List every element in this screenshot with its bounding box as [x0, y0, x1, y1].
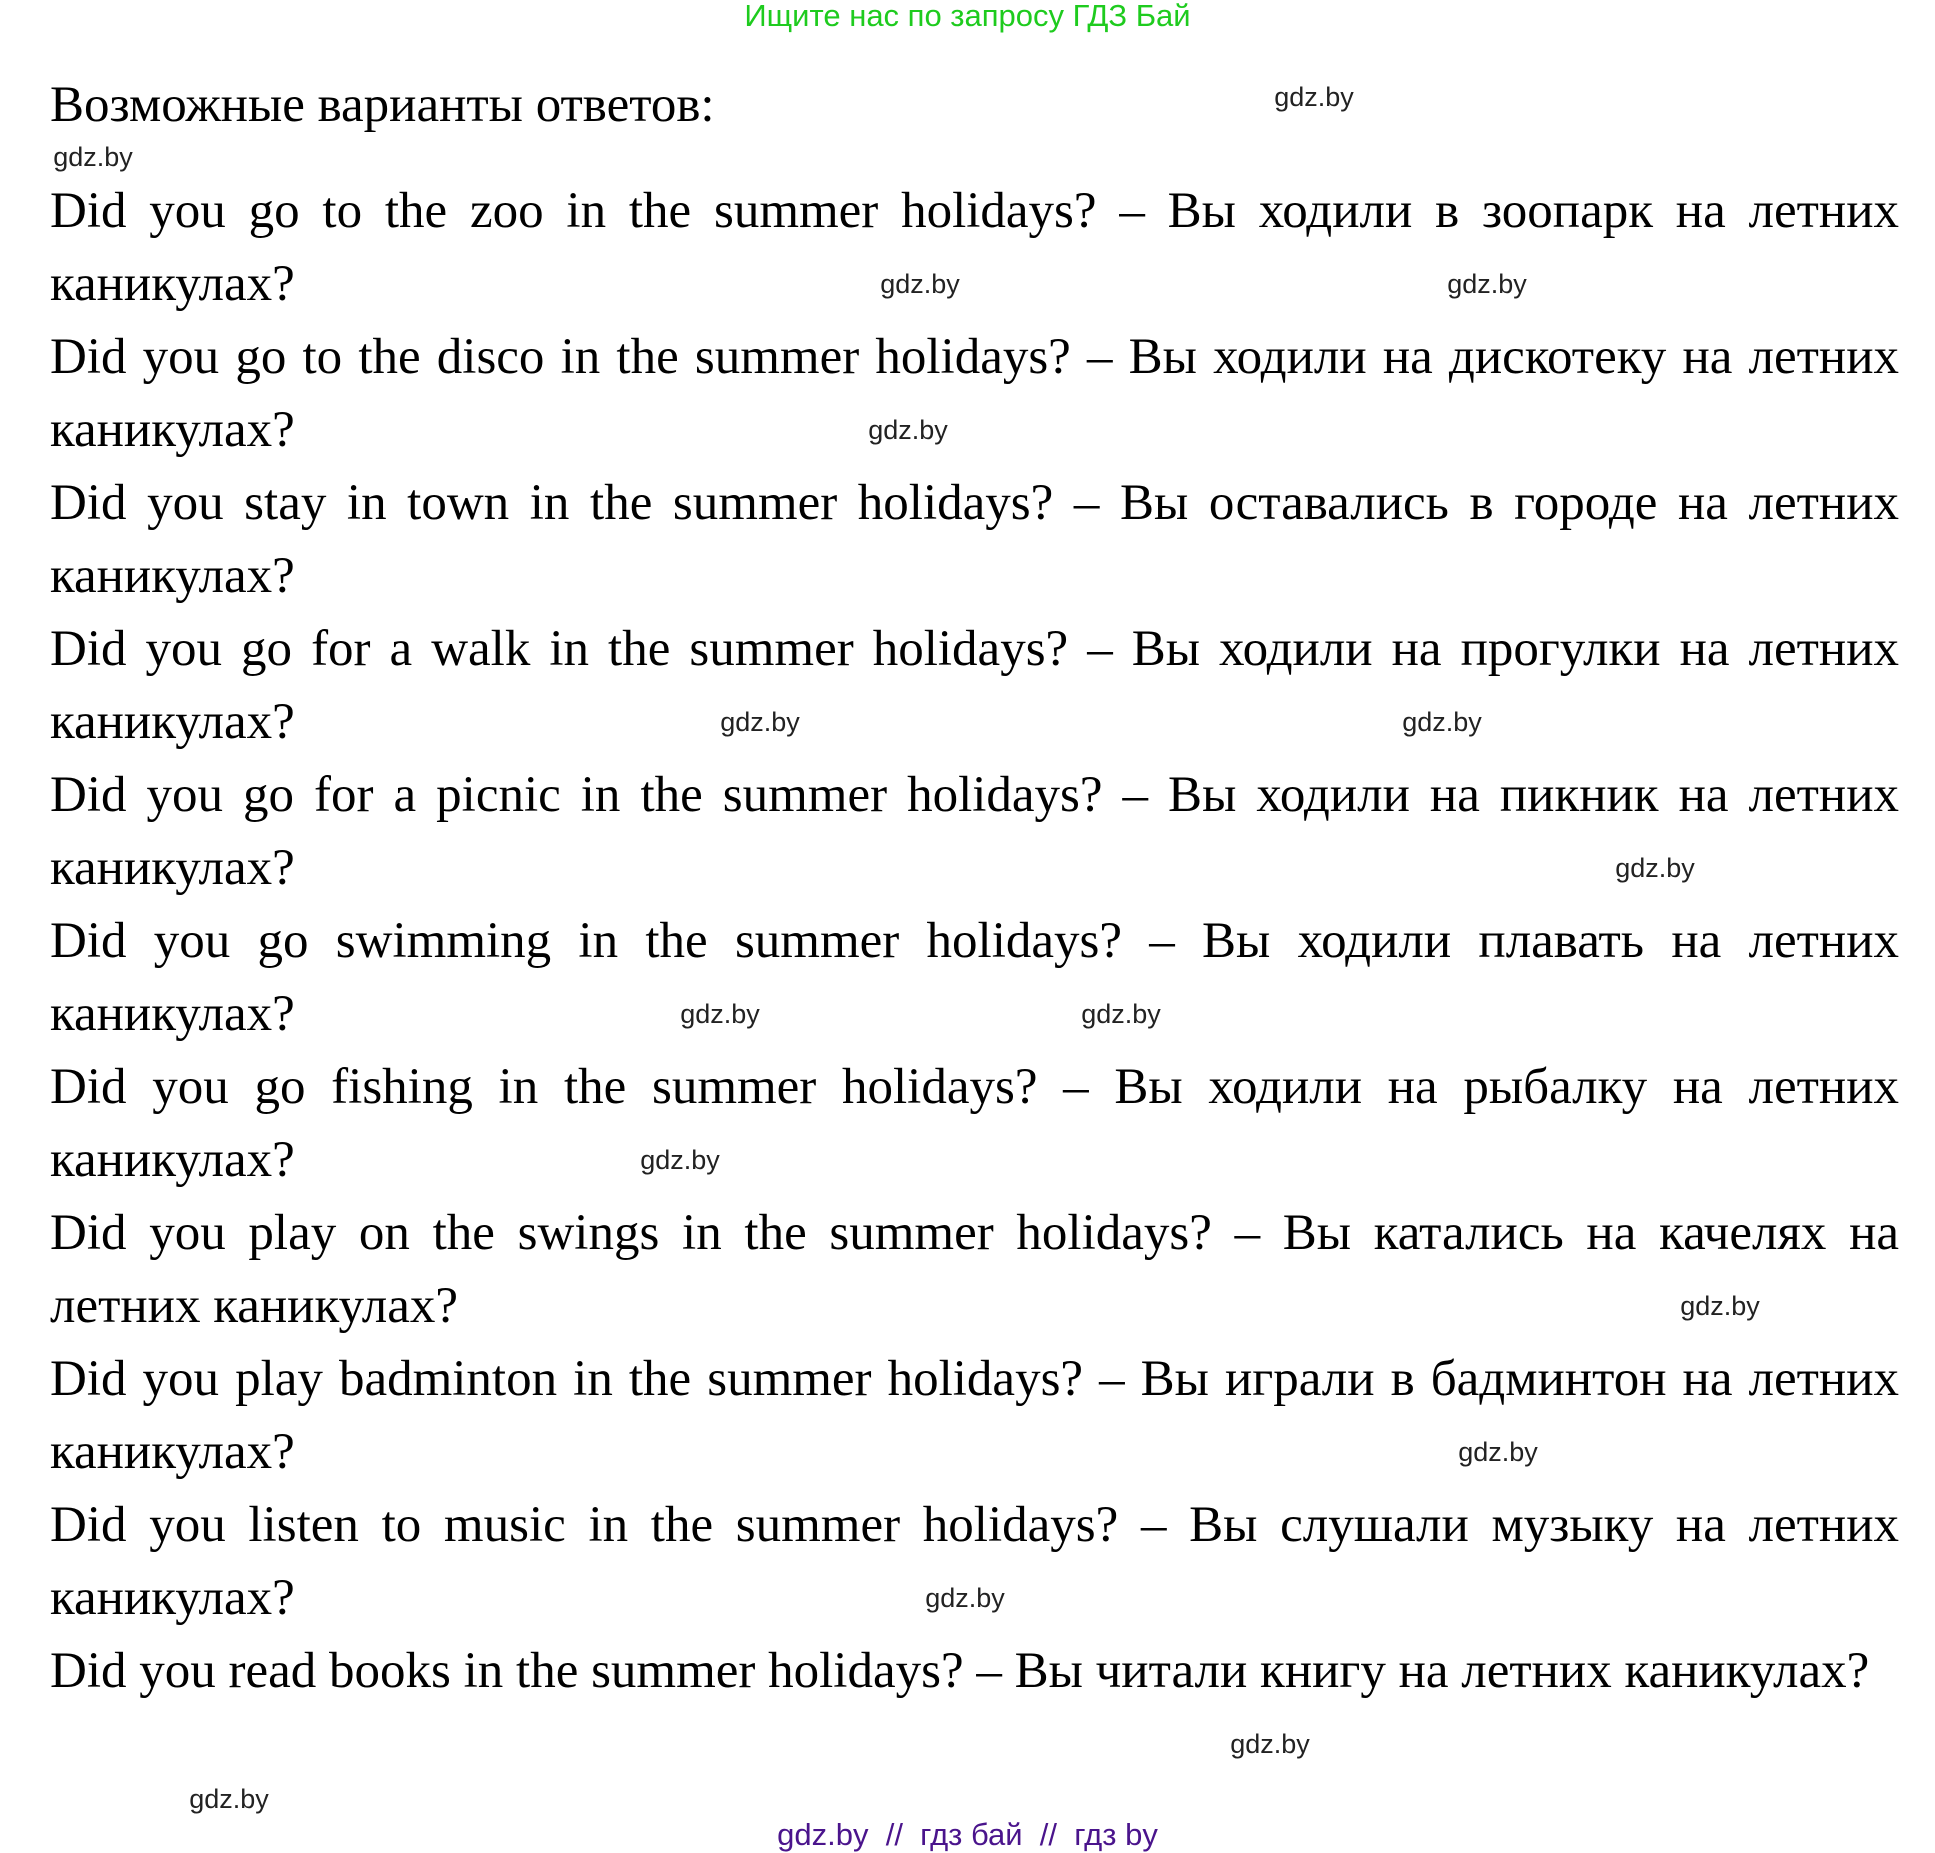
page-heading: Возможные варианты ответов: — [50, 77, 715, 133]
answer-item: Did you read books in the summer holidays? – Вы читали книгу на летних каникулах? — [50, 1643, 1870, 1699]
answer-item: Did you go to the zoo in the summer holidays? – Вы ходили в зоопарк на летних каникулах? — [50, 183, 1899, 312]
watermark: gdz.by — [53, 142, 133, 172]
answer-item: Did you go for a picnic in the summer holidays? – Вы ходили на пикник на летних каникулах? — [50, 767, 1899, 896]
watermark: gdz.by — [720, 707, 800, 737]
watermark: gdz.by — [880, 269, 960, 299]
watermark: gdz.by — [1680, 1291, 1760, 1321]
watermark: gdz.by — [1081, 999, 1161, 1029]
answer-item: Did you go swimming in the summer holidays? – Вы ходили плавать на летних каникулах? — [50, 913, 1899, 1042]
watermark: gdz.by — [1402, 707, 1482, 737]
answer-item: Did you play badminton in the summer holidays? – Вы играли в бадминтон на летних каникулах? — [50, 1351, 1899, 1480]
watermark: gdz.by — [925, 1583, 1005, 1613]
watermark: gdz.by — [868, 415, 948, 445]
answer-item: Did you listen to music in the summer holidays? – Вы слушали музыку на летних каникулах? — [50, 1497, 1899, 1626]
answers-list — [50, 175, 1899, 1708]
watermark: gdz.by — [680, 999, 760, 1029]
footer-watermark: gdz.by // гдз бай // гдз by — [777, 1817, 1158, 1852]
watermark: gdz.by — [1447, 269, 1527, 299]
watermark: gdz.by — [640, 1145, 720, 1175]
search-banner: Ищите нас по запросу ГДЗ Бай — [744, 0, 1191, 33]
watermark: gdz.by — [189, 1784, 269, 1814]
answer-item: Did you go fishing in the summer holidays? – Вы ходили на рыбалку на летних каникулах? — [50, 1059, 1899, 1188]
answer-item: Did you go for a walk in the summer holidays? – Вы ходили на прогулки на летних каникулах? — [50, 621, 1899, 750]
answer-item: Did you play on the swings in the summer holidays? – Вы катались на качелях на летних каникулах? — [50, 1205, 1899, 1334]
watermark: gdz.by — [1458, 1437, 1538, 1467]
watermark: gdz.by — [1615, 853, 1695, 883]
watermark: gdz.by — [1230, 1729, 1310, 1759]
watermark: gdz.by — [1274, 82, 1354, 112]
answer-item: Did you go to the disco in the summer holidays? – Вы ходили на дискотеку на летних каникулах? — [50, 329, 1899, 458]
answer-item: Did you stay in town in the summer holidays? – Вы оставались в городе на летних каникулах? — [50, 475, 1899, 604]
